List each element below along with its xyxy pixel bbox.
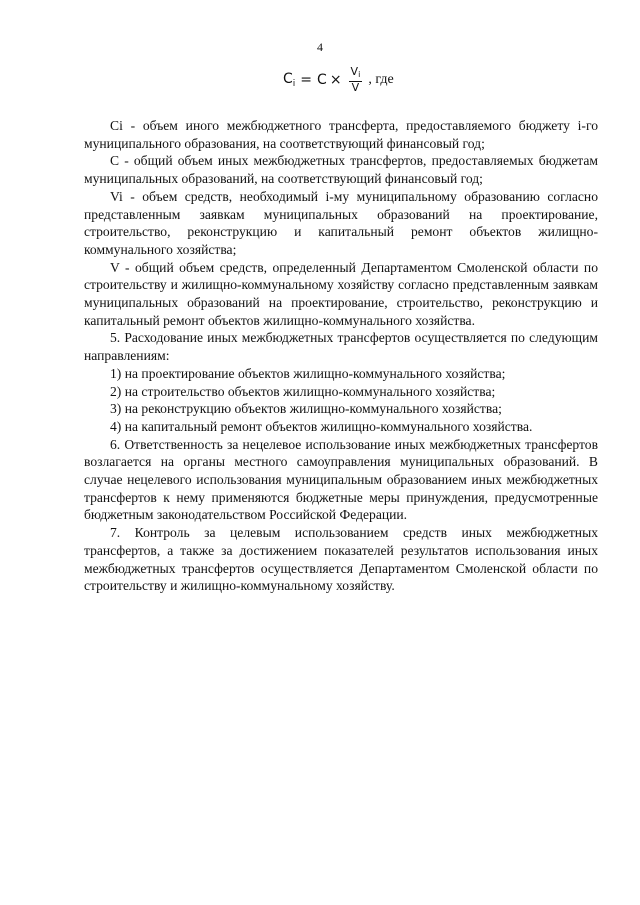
page-number: 4 (317, 40, 323, 54)
paragraph: 5. Расходование иных межбюджетных трансфертов осуществляется по следующим направлениям: (84, 330, 598, 364)
paragraph: V - общий объем средств, определенный Департаментом Смоленской области по строительству и жилищно-коммунальному хозяйству согласно представленным заявкам муниципальных образований на проектирование, строительство, реконструкцию и капитальный ремонт объектов жилищно-коммунального хозяйства. (84, 259, 598, 328)
paragraph: 7. Контроль за целевым использованием средств иных межбюджетных трансфертов, а также за достижением показателей результатов использования иных межбюджетных трансфертов осуществляется Департаментом Смоленской области по строительству и жилищно-коммунальному хозяйству. (84, 525, 598, 594)
formula-times: × (329, 72, 342, 88)
document-body (84, 117, 598, 595)
formula-equals: = (300, 72, 313, 88)
paragraph: Vi - объем средств, необходимый i-му муниципальному образованию согласно представленным заявкам муниципальных образований на проектирование, строительство, реконструкцию и капитальный ремонт объектов жилищно-коммунального хозяйства; (84, 188, 598, 257)
formula-tail: , где (368, 72, 394, 87)
list-item: 3) на реконструкцию объектов жилищно-коммунального хозяйства; (110, 401, 502, 417)
fraction-denominator: V (351, 81, 360, 94)
formula-c: C (317, 72, 327, 88)
paragraph: Ci - объем иного межбюджетного трансферта, предоставляемого бюджету i-го муниципального образования, на соответствующий финансовый год; (84, 118, 598, 151)
fraction-numerator: $V_i$ (349, 66, 363, 82)
list-item: 2) на строительство объектов жилищно-коммунального хозяйства; (110, 383, 496, 399)
formula (283, 66, 394, 94)
formula-lhs: $C_i$ (283, 71, 296, 89)
paragraph: С - общий объем иных межбюджетных трансфертов, предоставляемых бюджетам муниципальных образований, на соответствующий финансовый год; (84, 153, 598, 187)
list-item: 1) на проектирование объектов жилищно-коммунального хозяйства; (110, 365, 506, 381)
paragraph: 6. Ответственность за нецелевое использование иных межбюджетных трансфертов возлагается на органы местного самоуправления муниципальных образований. В случае нецелевого использования муниципальным образованием иных межбюджетных трансфертов к нему применяются бюджетные меры принуждения, предусмотренные бюджетным законодательством Российской Федерации. (84, 436, 598, 523)
formula-fraction (349, 66, 363, 94)
list-item: 4) на капитальный ремонт объектов жилищно-коммунального хозяйства. (110, 418, 533, 434)
